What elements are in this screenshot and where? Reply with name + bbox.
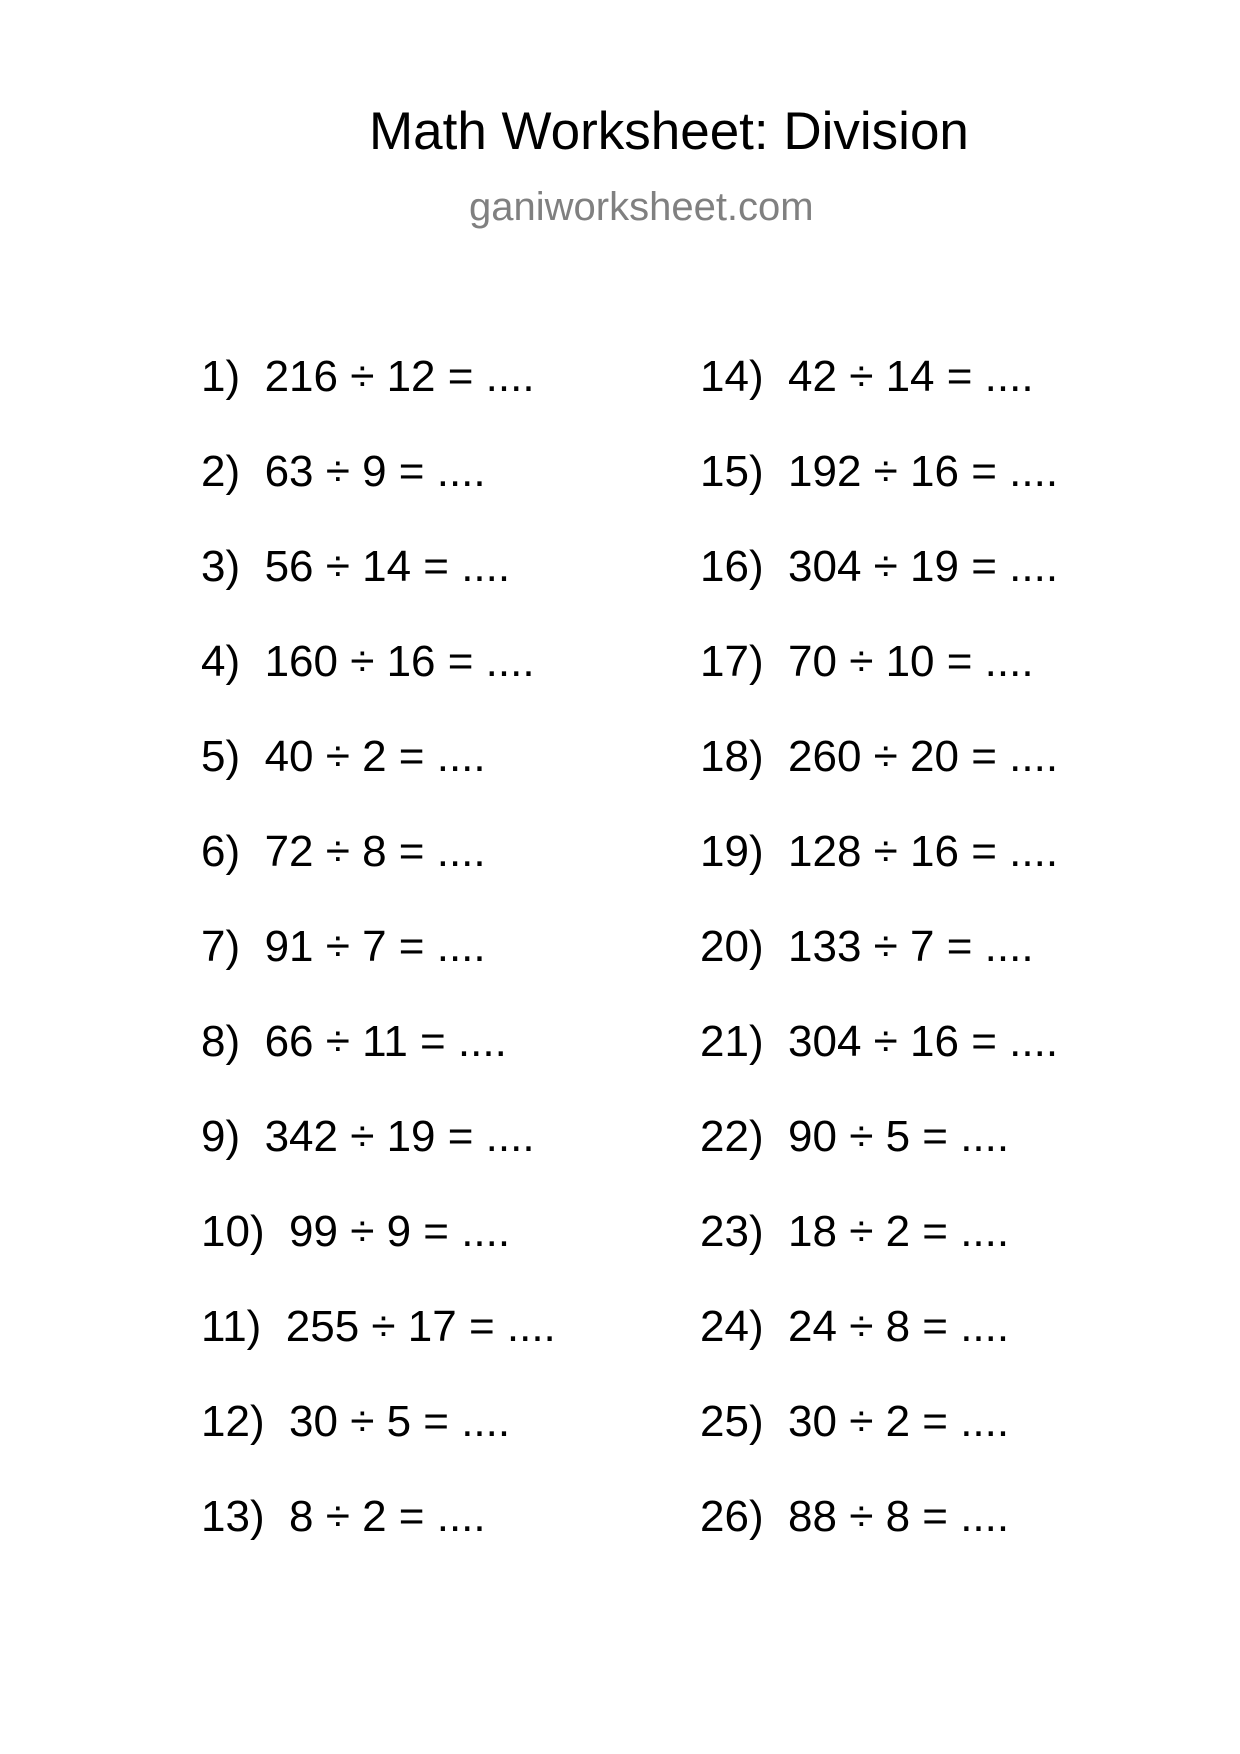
problem-item: 3) 56 ÷ 14 = ....: [201, 542, 511, 591]
problem-item: 2) 63 ÷ 9 = ....: [201, 447, 486, 496]
problem-item: 25) 30 ÷ 2 = ....: [700, 1397, 1010, 1446]
problem-item: 6) 72 ÷ 8 = ....: [201, 827, 486, 876]
problem-item: 13) 8 ÷ 2 = ....: [201, 1492, 486, 1541]
problem-item: 7) 91 ÷ 7 = ....: [201, 922, 486, 971]
problem-item: 23) 18 ÷ 2 = ....: [700, 1207, 1010, 1256]
problem-item: 18) 260 ÷ 20 = ....: [700, 732, 1059, 781]
worksheet-title: Math Worksheet: Division: [369, 102, 969, 161]
problem-item: 19) 128 ÷ 16 = ....: [700, 827, 1059, 876]
website-subtitle: ganiworksheet.com: [469, 185, 814, 229]
problem-item: 24) 24 ÷ 8 = ....: [700, 1302, 1010, 1351]
problem-item: 16) 304 ÷ 19 = ....: [700, 542, 1059, 591]
problem-item: 4) 160 ÷ 16 = ....: [201, 637, 535, 686]
problems-column-left: [201, 352, 556, 1587]
problem-item: 22) 90 ÷ 5 = ....: [700, 1112, 1010, 1161]
problem-item: 12) 30 ÷ 5 = ....: [201, 1397, 511, 1446]
problem-item: 5) 40 ÷ 2 = ....: [201, 732, 486, 781]
problem-item: 26) 88 ÷ 8 = ....: [700, 1492, 1010, 1541]
problem-item: 17) 70 ÷ 10 = ....: [700, 637, 1034, 686]
problem-item: 20) 133 ÷ 7 = ....: [700, 922, 1034, 971]
problems-column-right: [700, 352, 1058, 1587]
problem-item: 9) 342 ÷ 19 = ....: [201, 1112, 535, 1161]
problem-item: 15) 192 ÷ 16 = ....: [700, 447, 1059, 496]
problem-item: 11) 255 ÷ 17 = ....: [201, 1302, 556, 1351]
problem-item: 21) 304 ÷ 16 = ....: [700, 1017, 1059, 1066]
problem-item: 8) 66 ÷ 11 = ....: [201, 1017, 507, 1066]
problem-item: 1) 216 ÷ 12 = ....: [201, 352, 535, 401]
problem-item: 14) 42 ÷ 14 = ....: [700, 352, 1034, 401]
problem-item: 10) 99 ÷ 9 = ....: [201, 1207, 511, 1256]
